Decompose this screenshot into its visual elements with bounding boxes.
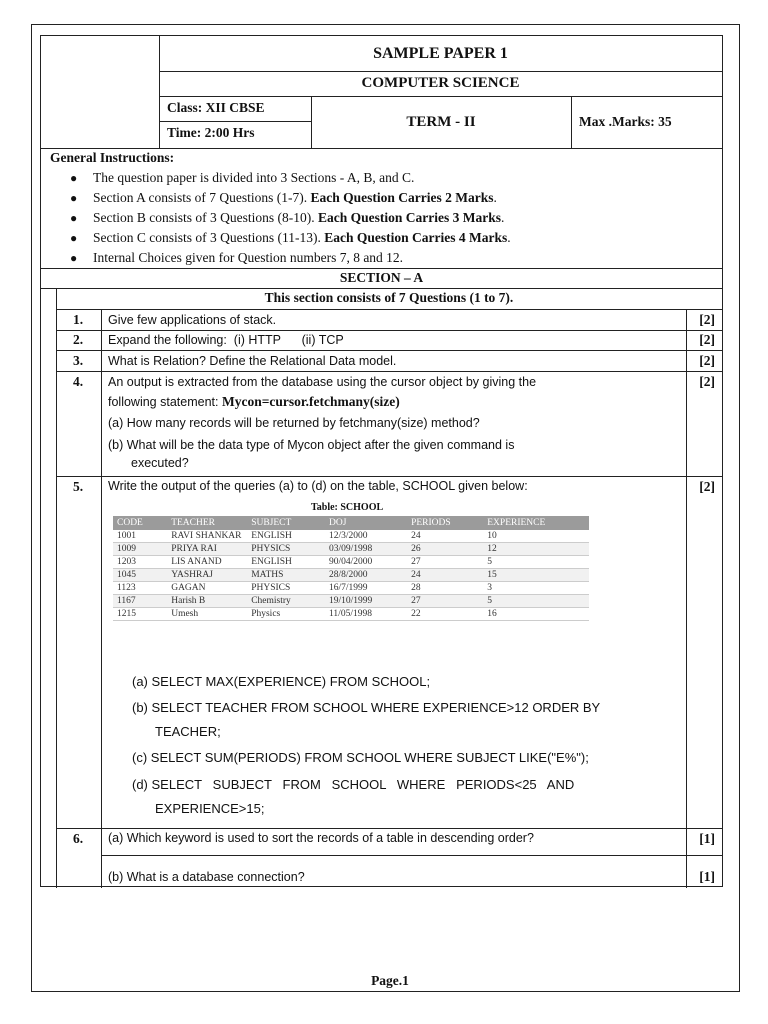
- page-number: Page.1: [371, 973, 409, 988]
- question-paper: [40, 35, 723, 887]
- question-number: 2.: [72, 332, 84, 347]
- question-part-b: (b) What is a database connection?: [108, 870, 305, 884]
- section-a-subheading: This section consists of 7 Questions (1 to 7).: [264, 290, 514, 305]
- question-number: 6.: [72, 831, 84, 846]
- question-marks: [1]: [699, 869, 715, 884]
- instructions-heading: General Instructions:: [50, 150, 175, 165]
- paper-title: SAMPLE PAPER 1: [373, 44, 508, 62]
- table-row: 1001 RAVI SHANKAR ENGLISH 12/3/2000 24 10: [113, 530, 589, 543]
- question-number: 5.: [72, 479, 84, 494]
- column-header: SUBJECT: [247, 516, 325, 530]
- question-text-line: An output is extracted from the database using the cursor object by giving the: [108, 375, 537, 389]
- query-a: (a) SELECT MAX(EXPERIENCE) FROM SCHOOL;: [132, 674, 431, 689]
- question-marks: [2]: [699, 353, 715, 368]
- query-d-cont: EXPERIENCE>15;: [155, 801, 265, 816]
- question-number: 3.: [72, 353, 84, 368]
- table-header-row: [113, 516, 589, 530]
- query-b-cont: TEACHER;: [155, 724, 221, 739]
- instruction-item: ● Section C consists of 3 Questions (11-13). Each Question Carries 4 Marks.: [70, 230, 511, 245]
- instructions-list: [50, 168, 710, 268]
- table-caption: Table: SCHOOL: [311, 502, 384, 513]
- class-label: Class: XII CBSE: [167, 100, 265, 115]
- max-marks-label: Max .Marks: 35: [579, 114, 672, 129]
- subject-title: COMPUTER SCIENCE: [361, 75, 520, 91]
- instruction-item: ● Internal Choices given for Question numbers 7, 8 and 12.: [70, 250, 404, 265]
- query-b: (b) SELECT TEACHER FROM SCHOOL WHERE EXPERIENCE>12 ORDER BY: [132, 700, 601, 715]
- query-c: (c) SELECT SUM(PERIODS) FROM SCHOOL WHERE SUBJECT LIKE("E%");: [132, 750, 589, 765]
- code-statement: Mycon=cursor.fetchmany(size): [221, 394, 400, 409]
- table-row: 1009 PRIYA RAI PHYSICS 03/09/1998 26 12: [113, 543, 589, 556]
- question-marks: [2]: [699, 479, 715, 494]
- question-text: What is Relation? Define the Relational Data model.: [108, 354, 397, 368]
- table-row: 1123 GAGAN PHYSICS 16/7/1999 28 3: [113, 582, 589, 595]
- instruction-item: ● Section A consists of 7 Questions (1-7). Each Question Carries 2 Marks.: [70, 190, 497, 205]
- question-part-a: (a) Which keyword is used to sort the records of a table in descending order?: [108, 831, 534, 845]
- section-a-heading: SECTION – A: [339, 269, 424, 285]
- column-header: DOJ: [325, 516, 407, 530]
- query-d: (d) SELECT SUBJECT FROM SCHOOL WHERE PERIODS<25 AND: [132, 777, 575, 792]
- question-number: 1.: [72, 312, 84, 327]
- table-row: 1215 Umesh Physics 11/05/1998 22 16: [113, 608, 589, 621]
- term-label: TERM - II: [406, 113, 476, 130]
- question-number: 4.: [72, 374, 84, 389]
- table-row: 1203 LIS ANAND ENGLISH 90/04/2000 27 5: [113, 556, 589, 569]
- column-header: TEACHER: [167, 516, 247, 530]
- question-part-b: (b) What will be the data type of Mycon object after the given command is: [108, 438, 515, 452]
- school-table: [113, 516, 589, 621]
- question-part-b-cont: executed?: [131, 456, 189, 470]
- question-text: Write the output of the queries (a) to (d) on the table, SCHOOL given below:: [108, 479, 528, 493]
- table-row: 1045 YASHRAJ MATHS 28/8/2000 24 15: [113, 569, 589, 582]
- instruction-item: ● Section B consists of 3 Questions (8-10). Each Question Carries 3 Marks.: [70, 210, 505, 225]
- question-marks: [1]: [699, 831, 715, 846]
- column-header: PERIODS: [407, 516, 483, 530]
- question-text: Expand the following: (i) HTTP (ii) TCP: [108, 333, 344, 347]
- instruction-item: ● The question paper is divided into 3 Sections - A, B, and C.: [70, 170, 415, 185]
- question-part-a: (a) How many records will be returned by fetchmany(size) method?: [108, 416, 480, 430]
- question-text-line: following statement: Mycon=cursor.fetchmany(size): [108, 394, 400, 409]
- question-marks: [2]: [699, 374, 715, 389]
- table-row: 1167 Harish B Chemistry 19/10/1999 27 5: [113, 595, 589, 608]
- question-marks: [2]: [699, 312, 715, 327]
- column-header: EXPERIENCE: [483, 516, 589, 530]
- question-text: Give few applications of stack.: [108, 313, 277, 327]
- time-label: Time: 2:00 Hrs: [167, 125, 255, 140]
- column-header: CODE: [113, 516, 167, 530]
- question-marks: [2]: [699, 332, 715, 347]
